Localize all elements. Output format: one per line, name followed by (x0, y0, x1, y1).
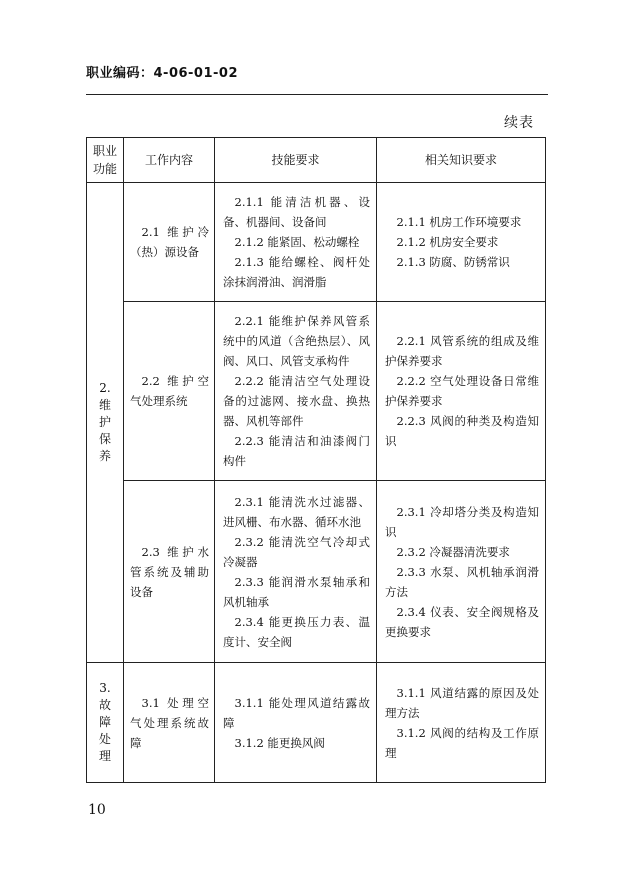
function-cell (87, 183, 124, 663)
skill-item: 2.2.2 能清洁空气处理设备的过滤网、接水盘、换热器、风机等部件 (223, 374, 370, 428)
table-row (87, 481, 546, 663)
skill-item: 2.2.3 能清洁和油漆阀门构件 (223, 434, 370, 468)
knowledge-cell (377, 183, 546, 302)
skill-item: 2.3.3 能润滑水泵轴承和风机轴承 (223, 574, 370, 609)
skill-item: 2.3.1 能清洗水过滤器、进风栅、布水器、循环水池 (223, 494, 370, 529)
work-content-cell: 2.3 维护水管系统及辅助设备 (124, 481, 215, 663)
knowledge-item: 2.1.3 防腐、防锈常识 (396, 255, 510, 269)
skills-cell (215, 183, 377, 302)
skill-item: 2.1.1 能清洁机器、设备、机器间、设备间 (223, 195, 370, 229)
knowledge-item: 3.1.2 风阀的结构及工作原理 (385, 725, 539, 760)
table-row (87, 302, 546, 481)
knowledge-cell (377, 663, 546, 783)
knowledge-item: 2.1.1 机房工作环境要求 (396, 215, 522, 229)
table-row (87, 663, 546, 783)
knowledge-item: 2.2.3 风阀的种类及构造知识 (385, 414, 539, 448)
skill-item: 2.1.3 能给螺栓、阀杆处涂抹润滑油、润滑脂 (223, 255, 370, 289)
knowledge-cell (377, 481, 546, 663)
occupation-code: 职业编码：4-06-01-02 (86, 66, 239, 81)
column-header: 相关知识要求 (377, 138, 546, 183)
knowledge-item: 2.3.3 水泵、风机轴承润滑方法 (385, 564, 539, 599)
skills-cell (215, 302, 377, 481)
column-header: 工作内容 (124, 138, 215, 183)
skill-item: 2.3.4 能更换压力表、温度计、安全阀 (223, 614, 370, 649)
knowledge-item: 2.3.4 仪表、安全阀规格及更换要求 (385, 604, 539, 639)
work-content-cell: 2.1 维护冷（热）源设备 (124, 183, 215, 302)
knowledge-item: 2.1.2 机房安全要求 (396, 235, 499, 249)
skill-item: 2.2.1 能维护保养风管系统中的风道（含绝热层）、风阀、风口、风管支承构件 (223, 314, 370, 368)
work-content-cell: 2.2 维护空气处理系统 (124, 302, 215, 481)
skills-cell (215, 481, 377, 663)
knowledge-item: 3.1.1 风道结露的原因及处理方法 (385, 685, 539, 720)
page-number: 10 (88, 802, 106, 818)
column-header: 技能要求 (215, 138, 377, 183)
skills-cell (215, 663, 377, 783)
table-header-row (87, 138, 546, 183)
knowledge-item: 2.3.2 冷凝器清洗要求 (396, 544, 510, 559)
function-cell (87, 663, 124, 783)
skill-standards-table (86, 137, 546, 783)
table-row (87, 183, 546, 302)
knowledge-item: 2.3.1 冷却塔分类及构造知识 (385, 504, 539, 539)
skill-item: 3.1.1 能处理风道结露故障 (223, 695, 370, 730)
function-label: 2. 维护保养 (98, 380, 111, 463)
skill-item: 3.1.2 能更换风阀 (234, 735, 325, 750)
continued-label: 续表 (504, 115, 534, 131)
work-content-cell: 3.1 处理空气处理系统故障 (124, 663, 215, 783)
column-header: 职业功能 (87, 138, 124, 183)
knowledge-item: 2.2.1 风管系统的组成及维护保养要求 (385, 334, 539, 368)
function-label: 3. 故障处理 (98, 680, 111, 763)
skill-item: 2.3.2 能清洗空气冷却式冷凝器 (223, 534, 370, 569)
skill-item: 2.1.2 能紧固、松动螺栓 (234, 235, 360, 249)
header-divider (86, 94, 548, 95)
knowledge-cell (377, 302, 546, 481)
knowledge-item: 2.2.2 空气处理设备日常维护保养要求 (385, 374, 539, 408)
